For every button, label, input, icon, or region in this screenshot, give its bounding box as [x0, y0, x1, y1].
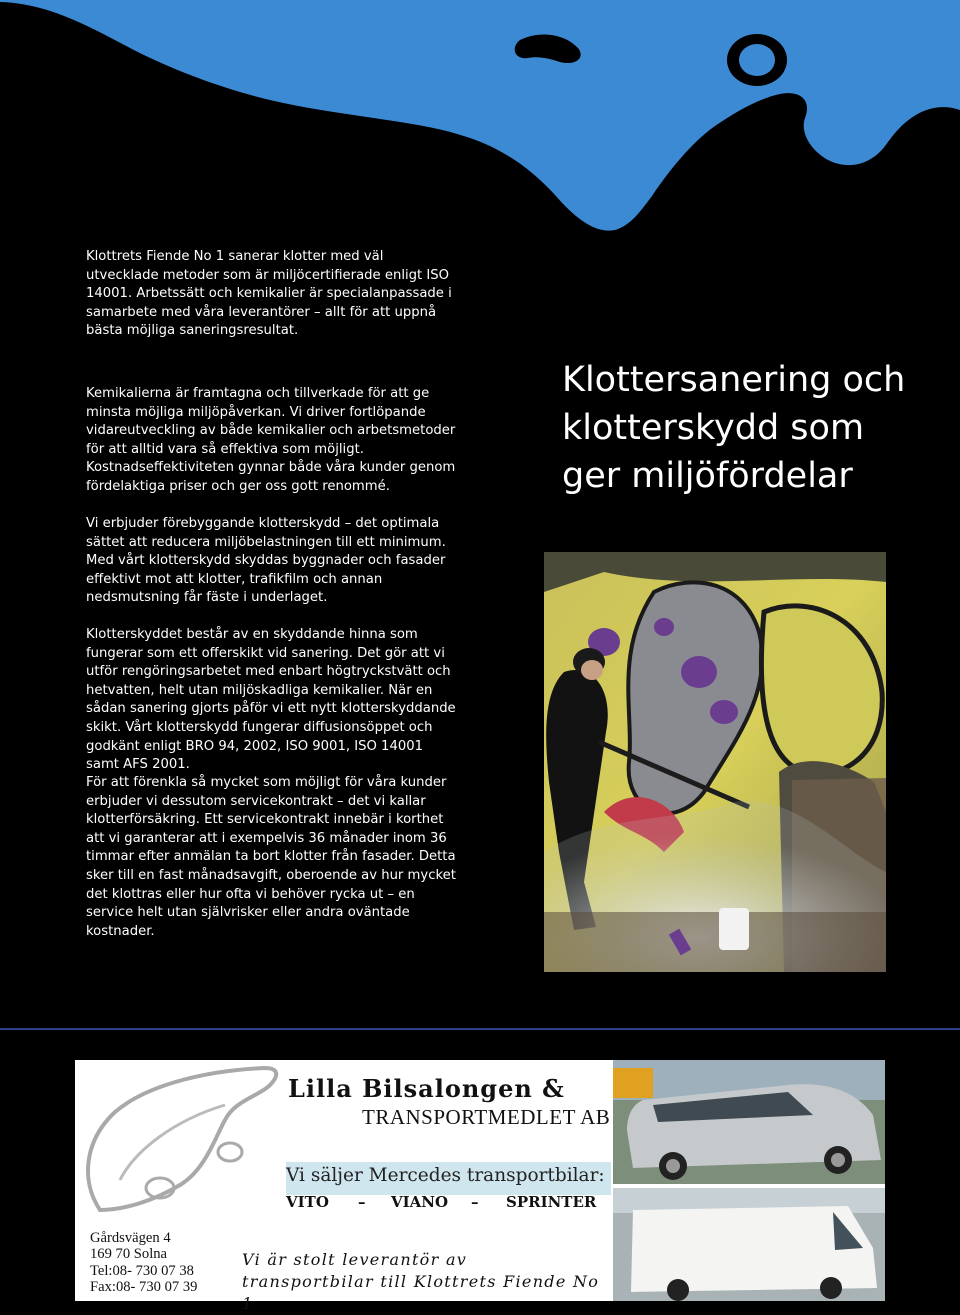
supplier-tagline — [242, 1249, 612, 1315]
sell-banner — [286, 1162, 611, 1195]
company-address — [90, 1230, 197, 1296]
sell-text: Vi säljer Mercedes transportbilar: — [286, 1165, 605, 1186]
headline-line-1: Klottersanering och — [562, 360, 906, 400]
address-street: Gårdsvägen 4 — [90, 1230, 171, 1246]
model-viano: VIANO — [391, 1193, 449, 1211]
protection-paragraph: Klotterskyddet består av en skyddande hinna som fungerar som ett offerskikt vid sanering. Det gör att vi utför rengöringsarbetet med enbart högtryckstvätt och hetvatten, helt utan miljöskadliga kemikalier. När en sådan sanering gjorts påför vi ett nytt klotterskyddande skikt. Vårt klotterskydd fungerar diffusionsöppet och godkänt enligt BRO 94, 2002, ISO 9001, ISO 14001 samt AFS 2001. — [86, 627, 456, 773]
advertisement-box — [75, 1060, 885, 1313]
silver-van-photo — [613, 1060, 885, 1184]
blue-paint-splash-graphic — [0, 0, 960, 260]
model-separator: – — [358, 1193, 366, 1211]
model-list — [286, 1193, 611, 1213]
prevention-paragraph: Vi erbjuder förebyggande klotterskydd – det optimala sättet att reducera miljöbelastningen till ett minimum. Med vårt klotterskydd skyddas byggnader och fasader effektivt mot att klotter, trafikfilm och annan nedsmutsning får fäste i underlaget. — [86, 516, 446, 606]
car-outline-logo — [75, 1060, 285, 1220]
headline-line-2: klotterskydd som — [562, 408, 865, 448]
model-sprinter: SPRINTER — [506, 1193, 597, 1211]
chemicals-paragraph: Kemikalierna är framtagna och tillverkade för att ge minsta möjliga miljöpåverkan. Vi driver fortlöpande vidareutveckling av både kemikalier och arbetsmetoder för att alltid vara så effektiva som möjligt. Kostnadseffektiviteten gynnar både våra kunder genom fördelaktiga priser och ger oss gott renommé. — [86, 386, 456, 494]
model-separator: – — [471, 1193, 479, 1211]
white-sprinter-photo — [613, 1188, 885, 1301]
company-name: Lilla Bilsalongen & — [288, 1074, 565, 1103]
company-name-sub: TRANSPORTMEDLET AB — [362, 1105, 611, 1129]
address-phone: Tel:08- 730 07 38 — [90, 1262, 194, 1279]
intro-paragraph: Klottrets Fiende No 1 sanerar klotter med väl utvecklade metoder som är miljöcertifierade enligt ISO 14001. Arbetssätt och kemikalier är specialanpassade i samarbete med våra leverantörer – allt för att uppnå bästa möjliga saneringsresultat. — [86, 249, 452, 339]
address-fax: Fax:08- 730 07 39 — [90, 1279, 198, 1296]
model-vito: VITO — [286, 1193, 329, 1211]
graffiti-cleaning-photo — [544, 552, 886, 972]
tagline-line-2: transportbilar till Klottrets Fiende No 1 — [242, 1272, 600, 1313]
service-contract-paragraph: För att förenkla så mycket som möjligt för våra kunder erbjuder vi dessutom servicekontrakt – det vi kallar klotterförsäkring. Ett servicekontrakt innebär i korthet att vi garanterar att i exempelvis 36 månader inom 36 timmar efter anmälan ta bort klotter från fasader. Detta sker till en fast månadsavgift, oberoende av hur mycket det klottras eller hur ofta vi behöver rycka ut – en service helt utan självrisker eller andra oväntade kostnader. — [86, 775, 456, 939]
tagline-line-1: Vi är stolt leverantör av — [242, 1250, 468, 1269]
section-divider — [0, 1028, 960, 1030]
page-headline — [562, 356, 952, 500]
address-city: 169 70 Solna — [90, 1246, 168, 1263]
headline-line-3: ger miljöfördelar — [562, 456, 853, 496]
